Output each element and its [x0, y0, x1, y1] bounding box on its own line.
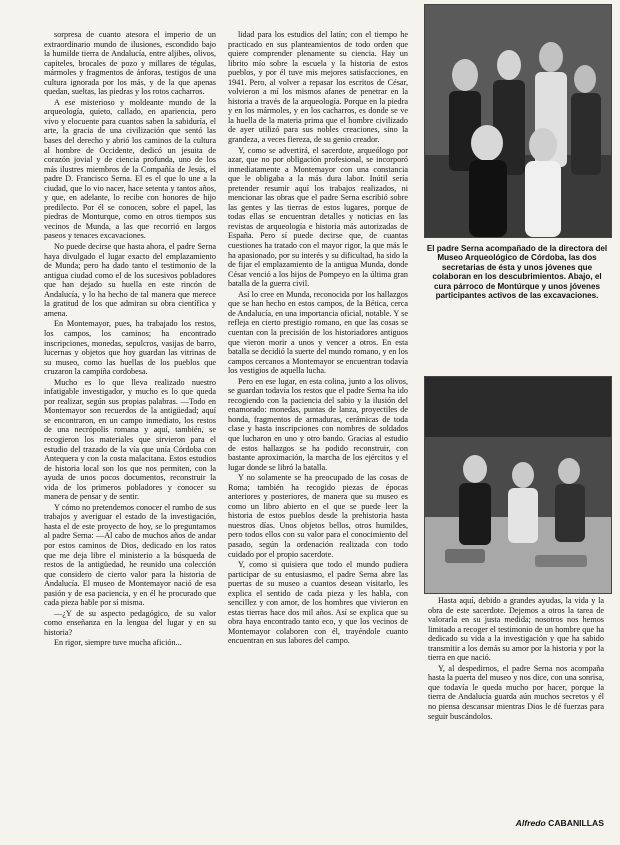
paragraph: Pero en ese lugar, en esta colina, junto a los olivos, se guardan todavía los restos que el padre Serna ha ido recogiendo con la paciencia del sabio y la ilusión del enamorado: monedas, puntas de lanza, proyectiles de honda, fragmentos de armaduras, cerámicas de toda clase y hasta inscripciones con nombres de soldados que lucharon en uno y otro bando. Gracias al estudio de estos hallazgos se ha podido reconstruir, con bastante aproximación, la marcha de los ejércitos y el lugar donde se libró la batalla. — [228, 376, 408, 472]
paragraph: Y no solamente se ha preocupado de las cosas de Roma; también ha recogido piezas de épocas anteriores y posteriores, de manera que su museo es como un libro abierto en el que se puede leer la historia de estos pueblos desde la prehistoria hasta nuestros días. Unos objetos bellos, otros humildes, pero todos ellos con su valor para el conocimiento del pasado, según la ordenación realizada con todo cuidado por el propio sacerdote. — [228, 473, 408, 559]
photo-excavation-illustration — [425, 377, 611, 593]
photo-caption: El padre Serna acompañado de la directora del Museo Arqueológico de Córdoba, las dos secretarias de ésta y unos jóvenes que colaboran en los descubrimientos. Abajo, el cura párroco de Montúrque y unos jóvenes participantes activos de las excavaciones. — [426, 244, 608, 301]
paragraph: lidad para los estudios del latín; con el tiempo he practicado en sus planteamientos de todo orden que quiere comprender plenamente su ciencia. Hay un librito mío sobre la escuela y la historia de estos pueblos, y por él tuve mis mejores satisfacciones, en 1941. Pero, al volver a repasar los escritos de César, volvieron a mí los mismos afanes de penetrar en la historia a través de la arqueología. Porque en la piedra y en los mármoles, y en los cacharros, es donde se ve la huella de la materia prima que el hombre civilizado de ayer utilizó para sus nobles creaciones, sino la grandeza, a veces fiereza, de su genio creador. — [228, 30, 408, 145]
author-first-name: Alfredo — [515, 818, 546, 828]
paragraph: En rigor, siempre tuve mucha afición... — [54, 638, 182, 648]
article-column-3 — [428, 596, 604, 840]
article-column-1 — [44, 30, 216, 835]
paragraph: sorpresa de cuanto atesora el imperio de un extraordinario mundo de ilusiones, escondido bajo la humilde tierra de Andalucía, entre aljibes, olivos, capiteles, brocales de pozo y millares de tégulas, mármoles y fragmentos de ánforas, testigos de una cultura ignorada por los más, y de la que apenas quedan, sueltas, las piedras y los rotos cacharros. — [44, 30, 216, 97]
paragraph: Hasta aquí, debido a grandes ayudas, la vida y la obra de este sacerdote. Dejemos a otros la tarea de valorarla en su justa medida; nosotros nos hemos limitado a recoger el testimonio de un hombre que ha dedicado su vida a la investigación y que ha sabido transmitir a los demás su amor por la historia y por la tierra en que nació. — [428, 596, 604, 663]
paragraph: Y cómo no pretendemos conocer el rumbo de sus trabajos y averiguar el estado de la investigación, hasta el de este proyecto de hoy, se lo preguntamos al padre Serna: —Al cabo de muchos años de andar por estos caminos de Dios, dedicado en los ratos que me deja libre el ministerio a la búsqueda de restos de la antigüedad, he reunido una colección que considero de cierto valor para la historia de Andalucía. El museo de Montemayor nació de esa pasión y de esa paciencia, y en él he procurado que cada pieza hable por sí misma. — [44, 502, 216, 608]
paragraph: Así lo cree en Munda, reconocida por los hallazgos que se han hecho en estos campos, de la Bética, cerca de Andalucía, en una importancia oficial, notable. Y se refleja en cierto prestigio romano, en que las cosas se cuentan con la precisión de los historiadores antiguos que vieron morir a unos y vencer a otros. En esta batalla se decidió la suerte del mundo romano, y en los campos cercanos a Montemayor se encuentran todavía los vestigios de aquella lucha. — [228, 289, 408, 376]
photo-group-museum — [424, 4, 612, 238]
paragraph: En Montemayor, pues, ha trabajado los restos, los campos, los caminos; ha encontrado inscripciones, monedas, sepulcros, vasijas de barro, lucernas y objetos que hoy guardan las vitrinas de su museo, como las huellas de los pueblos que cruzaron la campiña cordobesa. — [44, 319, 216, 377]
paragraph: No puede decirse que hasta ahora, el padre Serna haya divulgado el lugar exacto del emplazamiento de Munda; pero ha dado tanto el testimonio de la antigua ciudad como el de los sucesivos pobladores que han dejado su huella en este rincón de Andalucía, y lo ha hecho de tal manera que merece la gratitud de los que admiran su obra científica y amena. — [44, 242, 216, 318]
paragraph: Mucho es lo que lleva realizado nuestro infatigable investigador, y mucho es lo que queda por realizar, según sus propias palabras. —Todo en Montemayor son recuerdos de la antigüedad; aquí se encontraron, en un campo inmediato, los restos de una necrópolis romana y aquí, también, se recogieron los materiales que sirvieron para el estudio del trazado de la vía que unía Córdoba con Antequera y con la costa malacitana. Estos estudios de historia local son los que nos permiten, con la ayuda de unos pocos documentos, reconstruir la vida de los primeros pobladores y conocer su manera de pensar y de sentir. — [44, 377, 216, 502]
article-column-2 — [228, 30, 408, 835]
paragraph: Y, como se advertirá, el sacerdote, arqueólogo por azar, que no por obligación profesional, se incorporó inmediatamente a Montemayor con una constancia que le obligaba a la más dura labor. Inútil sería pretender resumir aquí los trabajos realizados, ni mencionar las obras que el padre Serna escribió sobre las gentes y las tierras de estos lugares, porque de todas ellas se encuentran detalles y noticias en las revistas de arqueología e historia más autorizadas de España. Pero sí puede decirse que, de cuantas cuestiones ha tratado con el mayor rigor, la que más le ha apasionado, por su interés y su dificultad, ha sido la de fijar el emplazamiento de la antigua Munda, donde César venció a los hijos de Pompeyo en la última gran batalla de la guerra civil. — [228, 145, 408, 289]
author-signature — [484, 818, 604, 828]
paragraph: Y, al despedirnos, el padre Serna nos acompaña hasta la puerta del museo y nos dice, con una sonrisa, que todavía le queda mucho por hacer, porque la tierra de Andalucía guarda aún muchos secretos y él no piensa descansar mientras Dios le dé fuerzas para seguir buscándolos. — [428, 663, 604, 721]
photo-group-illustration — [425, 5, 611, 237]
paragraph: Y, como si quisiera que todo el mundo pudiera participar de su entusiasmo, el padre Serna abre las puertas de su museo a cuantos desean visitarlo, les explica el sentido de cada pieza y les habla, con sencillez y con amor, de los hombres que vivieron en estas tierras hace dos mil años. Así se explica que su obra haya encontrado tanto eco, y que los vecinos de Montemayor colaboren con él, trayéndole cuanto encuentran en sus labores del campo. — [228, 560, 408, 646]
photo-excavation — [424, 376, 612, 594]
paragraph: —¿Y de su aspecto pedagógico, de su valor como enseñanza en la lengua del lugar y en su historia? — [44, 608, 216, 637]
author-last-name: CABANILLAS — [548, 818, 604, 828]
paragraph: A ese misterioso y moldeante mundo de la arqueología, quieto, callado, en apariencia, pero vivo y elocuente para cuantos saben la sabiduría, el arte, la gracia de una civilización que sentó las bases del derecho y abrió los caminos de la cultura al hombre de Occidente, dedicó un jesuita de corazón jovial y de ciencia profunda, uno de los más ilustres miembros de la Compañía de Jesús, el padre D. Francisco Serna. El es el que lo une a la ciudad, que lo vio nacer, hace setenta y tantos años, y que, en adelante, lo recibe con honores de hijo predilecto. Por él se conocen, sobre el papel, las piedras de Monturque, como en otros tiempos sus vecinos de Munda, a las que recorrió en largos paseos y tenaces excavaciones. — [44, 97, 216, 241]
